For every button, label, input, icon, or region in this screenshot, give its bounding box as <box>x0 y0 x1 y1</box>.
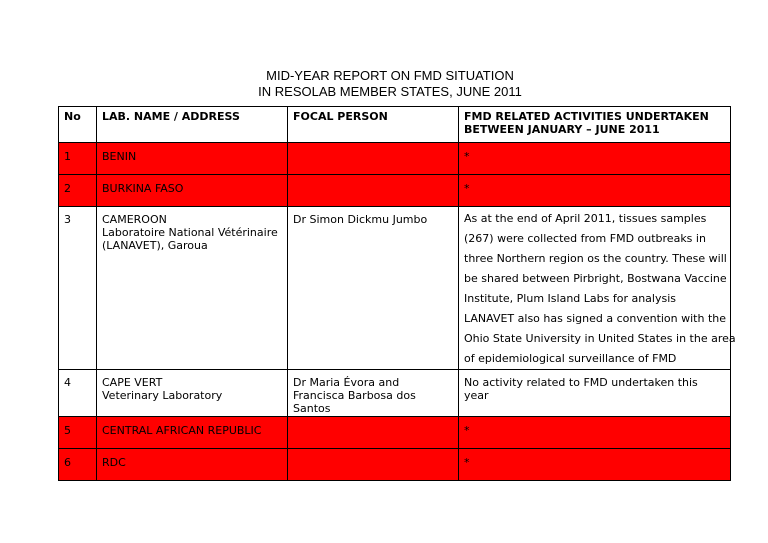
cell-lab: RDC <box>97 449 288 481</box>
activity-line: Ohio State University in United States in the area <box>464 332 736 345</box>
cell-activities: * <box>459 143 731 175</box>
cell-no: 2 <box>59 175 97 207</box>
header-activities-line-2: BETWEEN JANUARY – JUNE 2011 <box>464 123 660 136</box>
header-no: No <box>59 107 97 143</box>
fmd-situation-table <box>58 106 736 481</box>
cell-lab: BURKINA FASO <box>97 175 288 207</box>
cell-lab <box>97 370 288 417</box>
report-title-line-2: IN RESOLAB MEMBER STATES, JUNE 2011 <box>258 84 522 99</box>
header-lab-name: LAB. NAME / ADDRESS <box>97 107 288 143</box>
activity-line: of epidemiological surveillance of FMD <box>464 352 677 365</box>
cell-focal <box>288 449 459 481</box>
lab-name: CAPE VERT <box>102 376 163 389</box>
cell-no: 3 <box>59 207 97 370</box>
lab-name: CAMEROON <box>102 213 167 226</box>
cell-focal: Dr Simon Dickmu Jumbo <box>288 207 459 370</box>
activity-line: (267) were collected from FMD outbreaks in <box>464 232 706 245</box>
activity-line: As at the end of April 2011, tissues samples <box>464 212 707 225</box>
cell-focal <box>288 370 459 417</box>
lab-address-line: Laboratoire National Vétérinaire <box>102 226 278 239</box>
cell-lab <box>97 207 288 370</box>
cell-no: 5 <box>59 417 97 449</box>
cell-activities: No activity related to FMD undertaken this year <box>459 370 731 417</box>
table-row <box>59 449 731 481</box>
cell-no: 1 <box>59 143 97 175</box>
cell-lab: BENIN <box>97 143 288 175</box>
cell-focal <box>288 175 459 207</box>
focal-line: Dr Maria Évora and <box>293 376 400 389</box>
cell-activities: * <box>459 449 731 481</box>
header-activities <box>459 107 731 143</box>
cell-activities: * <box>459 175 731 207</box>
cell-focal <box>288 143 459 175</box>
lab-address-line: (LANAVET), Garoua <box>102 239 208 252</box>
table-row <box>59 417 731 449</box>
activity-line: LANAVET also has signed a convention with the <box>464 312 727 325</box>
table-header-row <box>59 107 731 143</box>
cell-lab: CENTRAL AFRICAN REPUBLIC <box>97 417 288 449</box>
cell-focal <box>288 417 459 449</box>
activity-line: three Northern region os the country. These will <box>464 252 727 265</box>
cell-no: 4 <box>59 370 97 417</box>
cell-no: 6 <box>59 449 97 481</box>
lab-address-line: Veterinary Laboratory <box>102 389 223 402</box>
table-row <box>59 370 731 417</box>
report-title-line-1: MID-YEAR REPORT ON FMD SITUATION <box>266 68 514 83</box>
activity-line: Institute, Plum Island Labs for analysis <box>464 292 677 305</box>
table-row <box>59 175 731 207</box>
table-row <box>59 143 731 175</box>
header-focal-person: FOCAL PERSON <box>288 107 459 143</box>
cell-activities <box>459 207 736 370</box>
focal-line: Santos <box>293 402 331 415</box>
table-row <box>59 207 731 370</box>
cell-activities: * <box>459 417 731 449</box>
header-activities-line-1: FMD RELATED ACTIVITIES UNDERTAKEN <box>464 110 709 123</box>
focal-line: Francisca Barbosa dos <box>293 389 416 402</box>
activity-line: be shared between Pirbright, Bostwana Vaccine <box>464 272 727 285</box>
